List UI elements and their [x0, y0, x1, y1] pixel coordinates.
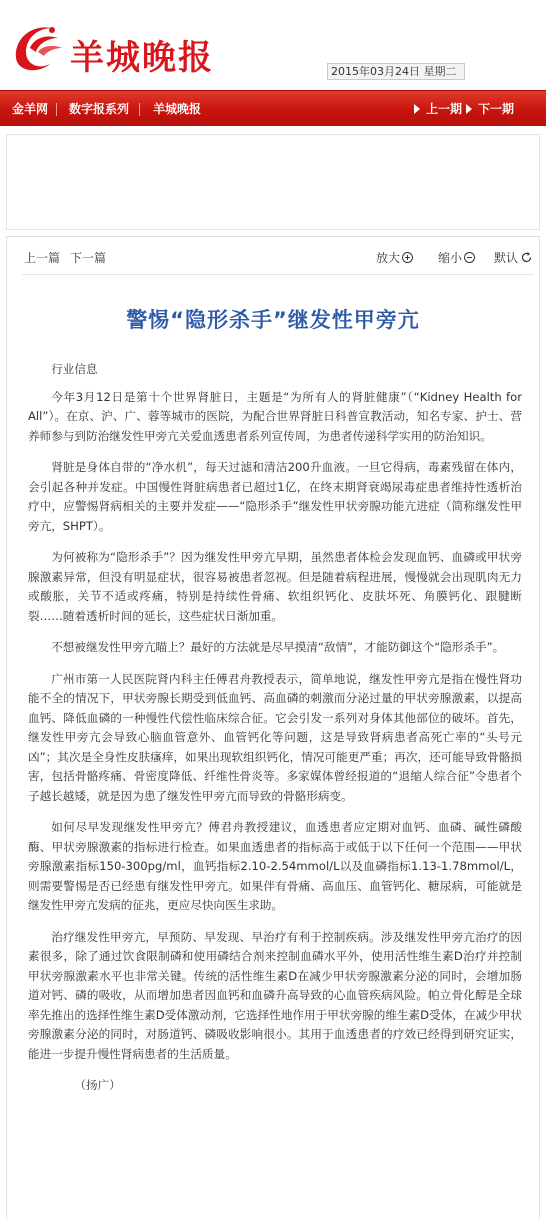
article-paragraph: 今年3月12日是第十个世界肾脏日，主题是“为所有人的肾脏健康”（“Kidney Health for All”）。在京、沪、广、蓉等城市的医院，为配合世界肾脏日科普宣教活动，知名专家、护士、营养师参与到防治继发性甲旁亢关爱血透患者系列宣传周，为患者传递科学实用的防治知识。 [28, 389, 522, 443]
zoom-default-button[interactable] [494, 250, 533, 266]
issue-date: 2015年03月24日 星期二 [327, 63, 465, 80]
logo-text: 羊城晚报 [70, 38, 214, 78]
article-paragraph: 不想被继发性甲旁亢瞄上？最好的方法就是尽早摸清“敌情”，才能防御这个“隐形杀手”。 [51, 640, 505, 654]
nav-item-jinyangwang[interactable]: 金羊网 [12, 102, 49, 116]
refresh-icon [520, 251, 533, 264]
article-toolbar [24, 250, 534, 266]
article-author: （扬广） [74, 1078, 121, 1092]
masthead [0, 0, 546, 90]
prev-article-link[interactable]: 上一篇 [24, 251, 61, 265]
article-category: 行业信息 [51, 362, 98, 376]
prev-issue-link[interactable]: 上一期 [426, 102, 463, 116]
zoom-default-label: 默认 [494, 251, 519, 265]
nav-item-yangcheng-evening[interactable]: 羊城晚报 [153, 102, 202, 116]
article-paragraph: 肾脏是身体自带的“净水机”，每天过滤和清洁200升血液。一旦它得病，毒素残留在体内，会引起各种并发症。中国慢性肾脏病患者已超过1亿，在终末期肾衰竭尿毒症患者维持性透析治疗中，应警惕肾病相关的主要并发症——“隐形杀手”继发性甲状旁腺功能亢进症（简称继发性甲旁亢，SHPT）。 [28, 460, 522, 533]
zoom-in-label: 放大 [376, 251, 401, 265]
triangle-right-icon [414, 104, 420, 114]
zoom-in-button[interactable] [376, 250, 413, 266]
zoom-out-label: 缩小 [438, 251, 463, 265]
nav-item-digital-series[interactable]: 数字报系列 [69, 102, 130, 116]
article-title: 警惕“隐形杀手”继发性甲旁亢 [126, 308, 420, 332]
top-nav [0, 90, 546, 126]
next-issue-link[interactable]: 下一期 [478, 102, 515, 116]
nav-divider [56, 103, 57, 116]
article-paragraph: 治疗继发性甲旁亢，早预防、早发现、早治疗有利于控制疾病。涉及继发性甲旁亢治疗的因素很多，除了通过饮食限制磷和使用磷结合剂来控制血磷水平外，使用活性维生素D治疗并控制甲状旁腺激素水平也非常关键。传统的活性维生素D在减少甲状旁腺激素分泌的同时，会增加肠道对钙、磷的吸收，从而增加患者因血钙和血磷升高导致的心血管疾病风险。帕立骨化醇是全球率先推出的选择性维生素D受体激动剂，它选择性地作用于甲状旁腺的维生素D受体，在减少甲状旁腺激素分泌的同时，对肠道钙、磷吸收影响很小。其用于血透患者的疗效已经得到研究证实，能进一步提升慢性肾病患者的生活质量。 [28, 929, 522, 1061]
zoom-out-button[interactable] [438, 250, 475, 266]
banner-area [6, 134, 540, 230]
plus-circle-icon [402, 252, 413, 263]
toolbar-divider [22, 274, 534, 275]
nav-divider [139, 103, 140, 116]
logo-swirl-icon [8, 18, 68, 76]
minus-circle-icon [464, 252, 475, 263]
site-logo[interactable] [8, 18, 238, 76]
article-paragraph: 如何尽早发现继发性甲旁亢？傅君舟教授建议，血透患者应定期对血钙、血磷、碱性磷酸酶、甲状旁腺激素的指标进行检查。如果血透患者的指标高于或低于以下任何一个范围——甲状旁腺激素指标150-300pg/ml，血钙指标2.10-2.54mmol/L以及血磷指标1.13-1.78mmol/L，则需要警惕是否已经患有继发性甲旁亢。如果伴有骨痛、高血压、血管钙化、糖尿病，可能就是继发性甲旁亢发病的征兆，更应尽快向医生求助。 [28, 820, 522, 912]
article-paragraph: 广州市第一人民医院肾内科主任傅君舟教授表示，简单地说，继发性甲旁亢是指在慢性肾功能不全的情况下，甲状旁腺长期受到低血钙、高血磷的刺激而分泌过量的甲状旁腺激素，以提高血钙、降低血磷的一种慢性代偿性临床综合征。它会引发一系列对身体其他部位的破坏。首先，继发性甲旁亢会导致心脑血管意外、血管钙化等问题，这是导致肾病患者高死亡率的“头号元凶”；其次是全身性皮肤瘙痒，如果出现软组织钙化，情况可能更严重；再次，还可能导致骨骼损害，包括骨骼疼痛、骨密度降低、纤维性骨炎等。多家媒体曾经报道的“退缩人综合征”令患者个子越长越矮，就是因为患了继发性甲旁亢而导致的骨骼形病变。 [28, 671, 522, 803]
triangle-right-icon [466, 104, 472, 114]
next-article-link[interactable]: 下一篇 [70, 251, 107, 265]
article-paragraph: 为何被称为“隐形杀手”？因为继发性甲旁亢早期，虽然患者体检会发现血钙、血磷或甲状旁腺激素异常，但没有明显症状，很容易被患者忽视。但是随着病程进展，慢慢就会出现肌肉无力或酸胀，关节不适或疼痛，特别是持续性骨痛、软组织钙化、皮肤坏死、角膜钙化、跟腱断裂……随着透析时间的延长，这些症状日渐加重。 [28, 550, 522, 623]
article-body [28, 360, 522, 1104]
